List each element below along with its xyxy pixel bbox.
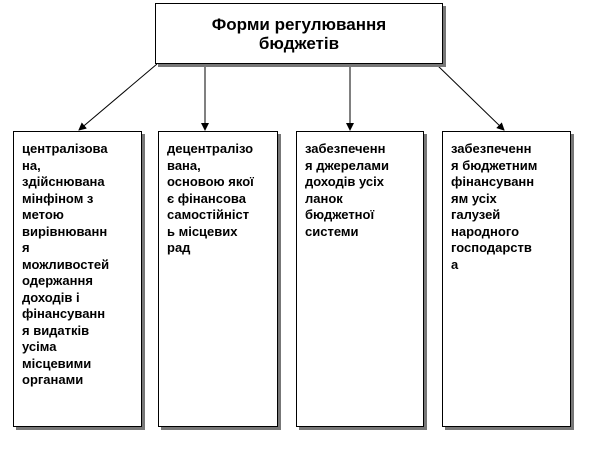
form-box-revenue-sources [296, 131, 424, 427]
arrow-to-box-1 [79, 64, 157, 130]
form-box-text: забезпеченн я джерелами доходів усіх ланок бюджетної системи [305, 141, 389, 239]
form-box-centralized [13, 131, 142, 427]
diagram-title: Форми регулювання бюджетів [211, 14, 387, 53]
arrow-to-box-4 [436, 64, 504, 130]
diagram-title-box [155, 3, 443, 64]
form-box-text: децентралізо вана, основою якої є фінансова самостійніст ь місцевих рад [167, 141, 254, 255]
form-box-decentralized [158, 131, 278, 427]
form-box-text: забезпеченн я бюджетним фінансуванн ям усіх галузей народного господарств а [451, 141, 538, 272]
form-box-text: централізова на, здійснювана мінфіном з метою вирівнюванн я можливостей одержання доходів і фінансуванн я видатків усіма місцевими органами [22, 141, 110, 387]
form-box-budget-financing [442, 131, 571, 427]
